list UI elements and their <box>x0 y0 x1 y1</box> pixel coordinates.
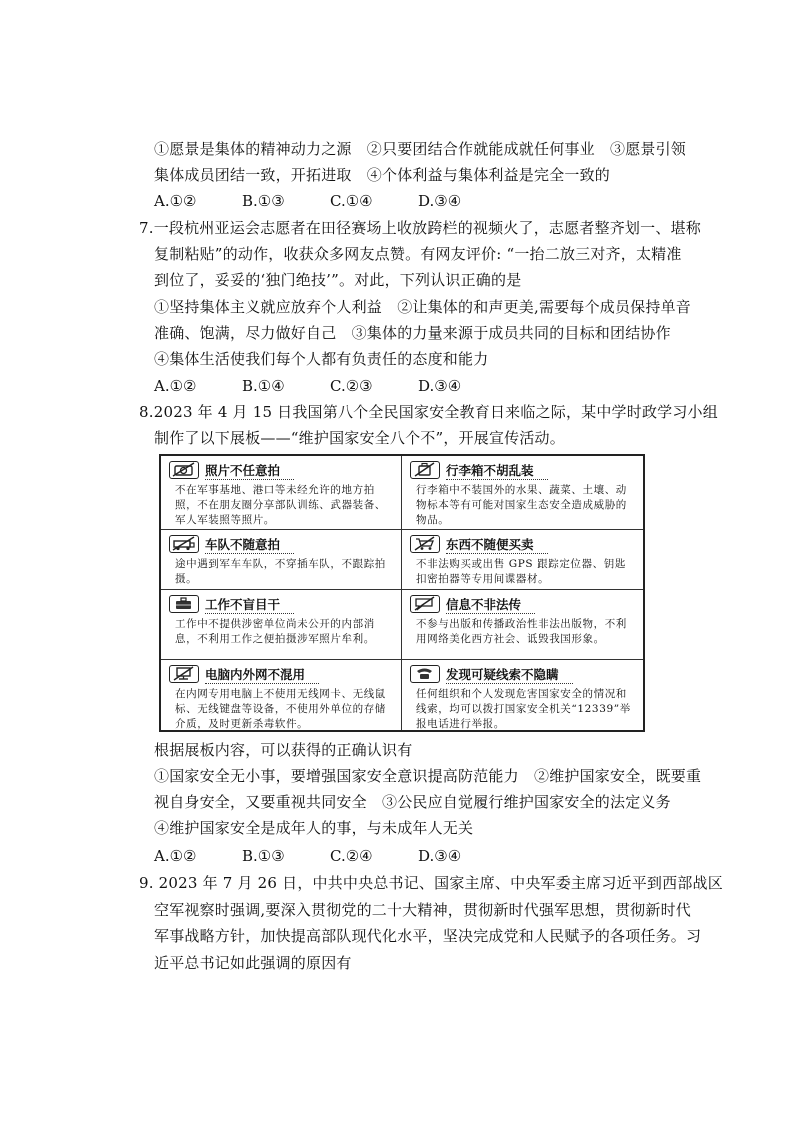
board-cell-text: 途中遇到军车车队，不穿插车队，不跟踪拍摄。 <box>175 558 386 585</box>
board-cell-trading <box>402 530 643 590</box>
board-cell-title: 车队不随意拍 <box>205 535 294 554</box>
q9-stem-line-4: 近平总书记如此强调的原因有 <box>154 954 352 972</box>
board-cell-text: 在内网专用电脑上不使用无线网卡、无线鼠标、无线键盘等设备，不使用外单位的存储介质，及时更新杀毒软件。 <box>175 688 386 730</box>
q6-statement-line-1: ①愿景是集体的精神动力之源 ②只要团结合作就能成就任何事业 ③愿景引领 <box>154 140 687 158</box>
q7-stem-line-3: 到位了，妥妥的‘独门绝技’”。对此，下列认识正确的是 <box>154 271 522 289</box>
board-cell-information <box>402 590 643 660</box>
q8-statement-line-1: ①国家安全无小事，要增强国家安全意识提高防范能力 ②维护国家安全，既要重 <box>154 767 702 785</box>
board-cell-title: 信息不非法传 <box>446 595 535 614</box>
vehicle-icon <box>169 535 199 553</box>
board-cell-title: 东西不随便买卖 <box>446 535 548 554</box>
board-cell-work <box>161 590 402 660</box>
q7-statement-line-2: 准确、饱满，尽力做好自己 ③集体的力量来源于成员共同的目标和团结协作 <box>154 324 671 342</box>
exhibit-board <box>159 454 645 732</box>
board-cell-report <box>402 660 643 730</box>
board-cell-title: 行李箱不胡乱装 <box>446 461 548 480</box>
board-cell-text: 不参与出版和传播政治性非法出版物，不利用网络美化西方社会、诋毁我国形象。 <box>416 618 627 645</box>
q7-stem-line-2: 复制粘贴”的动作，收获众多网友点赞。有网友评价: “一抬二放三对齐，太精准 <box>154 245 682 263</box>
q8-option-d[interactable]: D.③④ <box>418 847 462 865</box>
q7-option-a[interactable]: A.①② <box>154 377 197 395</box>
briefcase-icon <box>169 595 199 613</box>
computer-icon <box>169 665 199 683</box>
q9-stem-line-1: 9. 2023 年 7 月 26 日，中共中央总书记、国家主席、中央军委主席习近平到西部战区 <box>139 874 723 892</box>
board-cell-luggage <box>402 456 643 530</box>
board-cell-photos <box>161 456 402 530</box>
board-cell-text: 不非法购买或出售 GPS 跟踪定位器、钥匙扣密拍器等专用间谍器材。 <box>416 558 626 585</box>
board-cell-title: 照片不任意拍 <box>205 461 294 480</box>
q6-option-c[interactable]: C.①④ <box>330 192 373 210</box>
q6-option-a[interactable]: A.①② <box>154 192 197 210</box>
suitcase-icon <box>410 461 440 479</box>
q6-options <box>154 191 506 211</box>
q7-options <box>154 376 506 396</box>
q8-stem-line-2: 制作了以下展板——“维护国家安全八个不”，开展宣传活动。 <box>154 429 565 447</box>
camera-icon <box>169 461 199 479</box>
q9-stem-line-2: 空军视察时强调,要深入贯彻党的二十大精神，贯彻新时代强军思想，贯彻新时代 <box>154 901 691 919</box>
q7-statement-line-1: ①坚持集体主义就应放弃个人利益 ②让集体的和声更美,需要每个成员保持单音 <box>154 298 691 316</box>
q8-statement-line-3: ④维护国家安全是成年人的事，与未成年人无关 <box>154 819 474 837</box>
board-cell-title: 电脑内外网不混用 <box>205 665 319 684</box>
board-cell-convoy <box>161 530 402 590</box>
q8-options <box>154 846 506 866</box>
q7-stem-line-1: 7.一段杭州亚运会志愿者在田径赛场上收放跨栏的视频火了，志愿者整齐划一、堪称 <box>139 219 701 237</box>
q7-option-b[interactable]: B.①④ <box>242 377 285 395</box>
board-cell-text: 行李箱中不装国外的水果、蔬菜、土壤、动物标本等有可能对国家生态安全造成威胁的物品。 <box>416 484 627 526</box>
q7-option-c[interactable]: C.②③ <box>330 377 373 395</box>
q7-statement-line-3: ④集体生活使我们每个人都有负责任的态度和能力 <box>154 350 489 368</box>
message-icon <box>410 595 440 613</box>
q8-stem-line-1: 8.2023 年 4 月 15 日我国第八个全民国家安全教育日来临之际，某中学时政学习小组 <box>139 403 718 421</box>
board-cell-network <box>161 660 402 730</box>
q9-stem-line-3: 军事战略方针，加快提高部队现代化水平，坚决完成党和人民赋予的各项任务。习 <box>154 927 702 945</box>
q6-statement-line-2: 集体成员团结一致，开拓进取 ④个体利益与集体利益是完全一致的 <box>154 166 611 184</box>
board-cell-text: 不在军事基地、港口等未经允许的地方拍照，不在朋友圈分享部队训练、武器装备、军人军装照等照片。 <box>175 484 386 526</box>
phone-icon <box>410 665 440 683</box>
q8-option-b[interactable]: B.①③ <box>242 847 285 865</box>
q8-option-a[interactable]: A.①② <box>154 847 197 865</box>
q6-option-d[interactable]: D.③④ <box>418 192 462 210</box>
board-cell-title: 工作不盲目干 <box>205 595 294 614</box>
q7-option-d[interactable]: D.③④ <box>418 377 462 395</box>
board-cell-text: 任何组织和个人发现危害国家安全的情况和线索，均可以拨打国家安全机关“12339”举报电话进行举报。 <box>416 688 631 730</box>
q8-option-c[interactable]: C.②④ <box>330 847 373 865</box>
q8-statement-line-2: 视自身安全，又要重视共同安全 ③公民应自觉履行维护国家安全的法定义务 <box>154 793 671 811</box>
board-cell-title: 发现可疑线索不隐瞒 <box>446 665 573 684</box>
q6-option-b[interactable]: B.①③ <box>242 192 285 210</box>
cart-icon <box>410 535 440 553</box>
board-cell-text: 工作中不提供涉密单位尚未公开的内部消息，不利用工作之便拍摄涉军照片牟利。 <box>175 618 375 645</box>
q8-lead: 根据展板内容，可以获得的正确认识有 <box>154 741 413 759</box>
